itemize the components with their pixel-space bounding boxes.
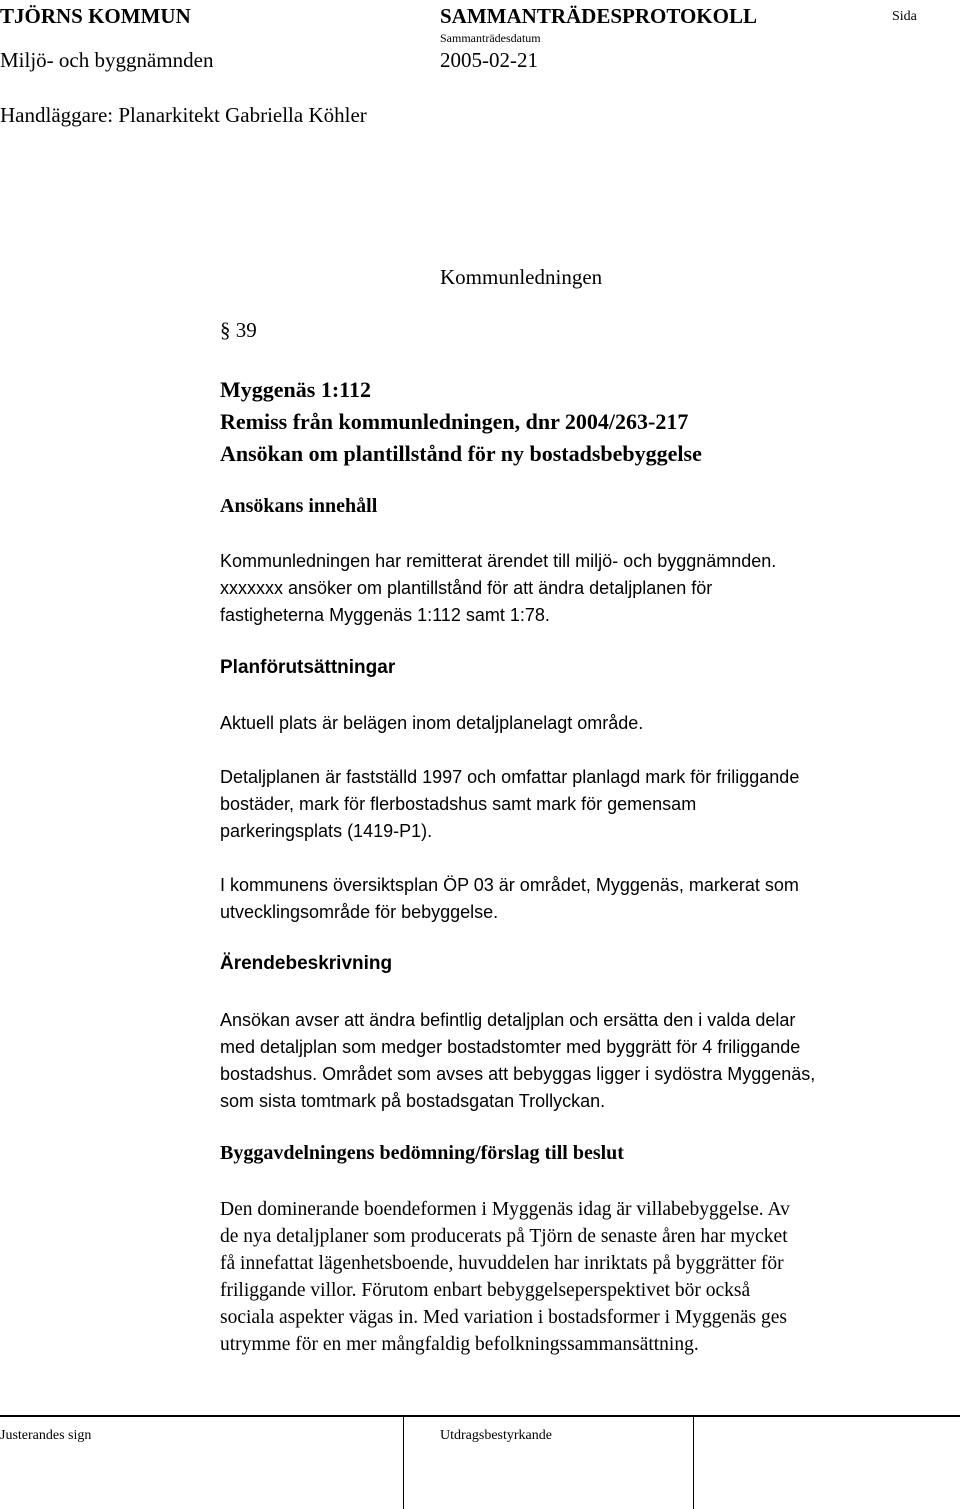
paragraph-symbol: § (220, 318, 231, 342)
heading-application-content: Ansökans innehåll (220, 495, 378, 517)
text-line: med detaljplan som medger bostadstomter med byggrätt för 4 friliggande (220, 1037, 801, 1057)
text-line: xxxxxxx ansöker om plantillstånd för att ändra detaljplanen för (220, 578, 713, 598)
text-line: bostäder, mark för flerbostadshus samt mark för gemensam (220, 794, 697, 814)
paragraph-application (220, 548, 920, 629)
text-line: utvecklingsområde för bebyggelse. (220, 902, 499, 922)
heading-plan-conditions: Planförutsättningar (220, 657, 396, 678)
text-line: utrymme för en mer mångfaldig befolkningssammansättning. (220, 1334, 699, 1355)
case-title-line: Myggenäs 1:112 (220, 377, 371, 402)
municipality-name: TJÖRNS KOMMUN (0, 4, 191, 28)
text-line: få innefattat lägenhetsboende, huvuddelen har inriktats på byggrätter för (220, 1253, 784, 1274)
protocol-title: SAMMANTRÄDESPROTOKOLL (440, 4, 757, 28)
footer-vertical-divider-left (403, 1417, 404, 1509)
case-officer: Handläggare: Planarkitekt Gabriella Köhler (0, 103, 367, 127)
heading-case-description: Ärendebeskrivning (220, 953, 393, 974)
text-line: Detaljplanen är fastställd 1997 och omfattar planlagd mark för friliggande (220, 767, 800, 787)
footer-signature-label: Justerandes sign (0, 1428, 92, 1443)
text-line: fastigheterna Myggenäs 1:112 samt 1:78. (220, 605, 550, 625)
footer-divider (0, 1415, 960, 1417)
meeting-date: 2005-02-21 (440, 48, 538, 72)
text-line: Den dominerande boendeformen i Myggenäs idag är villabebyggelse. Av (220, 1199, 790, 1220)
text-line: I kommunens översiktsplan ÖP 03 är området, Myggenäs, markerat som (220, 875, 799, 895)
text-line: som sista tomtmark på bostadsgatan Trollyckan. (220, 1091, 606, 1111)
text-line: parkeringsplats (1419-P1). (220, 821, 433, 841)
origin-department: Kommunledningen (440, 265, 603, 289)
paragraph-case-description (220, 1007, 920, 1115)
page-label: Sida (892, 9, 917, 24)
case-title-line: Remiss från kommunledningen, dnr 2004/263-217 (220, 409, 689, 434)
heading-assessment: Byggavdelningens bedömning/förslag till beslut (220, 1142, 624, 1164)
footer-vertical-divider-right (693, 1417, 694, 1509)
paragraph-overview-plan (220, 872, 920, 926)
text-line: Ansökan avser att ändra befintlig detaljplan och ersätta den i valda delar (220, 1010, 796, 1030)
section-number-value: 39 (235, 318, 257, 342)
meeting-date-label: Sammanträdesdatum (440, 31, 541, 45)
case-title (220, 374, 702, 470)
paragraph-assessment (220, 1196, 920, 1358)
text-line: de nya detaljplaner som producerats på Tjörn de senaste åren har mycket (220, 1226, 788, 1247)
text-line: Kommunledningen har remitterat ärendet till miljö- och byggnämnden. (220, 551, 777, 571)
paragraph-location (220, 710, 920, 737)
case-title-line: Ansökan om plantillstånd för ny bostadsbebyggelse (220, 441, 702, 466)
footer-certification-label: Utdragsbestyrkande (440, 1428, 552, 1443)
paragraph-detail-plan (220, 764, 920, 845)
text-line: friliggande villor. Förutom enbart bebyggelseperspektivet bör också (220, 1280, 751, 1301)
text-line: bostadshus. Området som avses att bebyggas ligger i sydöstra Myggenäs, (220, 1064, 816, 1084)
text-line: sociala aspekter vägas in. Med variation i bostadsformer i Myggenäs ges (220, 1307, 787, 1328)
text-line: Aktuell plats är belägen inom detaljplanelagt område. (220, 713, 644, 733)
committee-name: Miljö- och byggnämnden (0, 48, 214, 72)
section-number (220, 318, 257, 343)
